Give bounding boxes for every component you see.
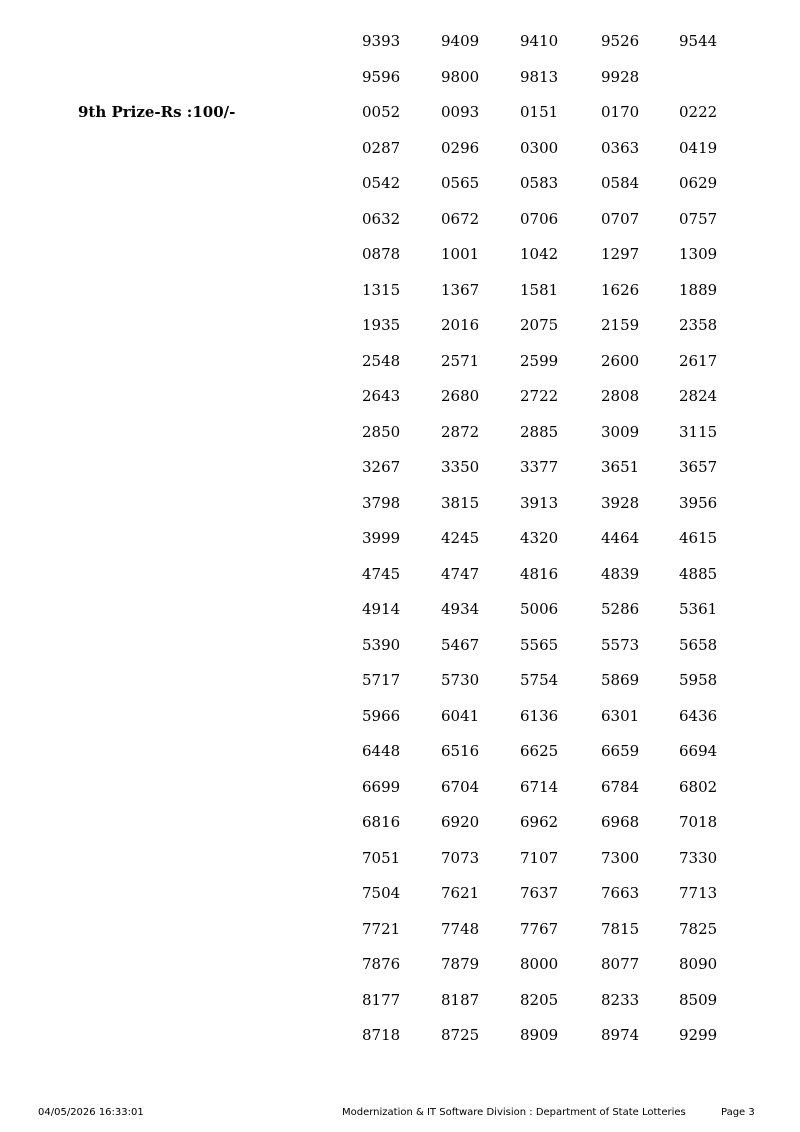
ticket-number: 2016 — [441, 316, 480, 334]
ticket-number: 1626 — [601, 280, 640, 299]
ticket-number: 7825 — [679, 919, 718, 938]
ticket-number: 6962 — [520, 813, 559, 831]
ticket-number: 5717 — [362, 671, 401, 689]
number-row — [0, 278, 800, 302]
ticket-number: 0542 — [362, 174, 401, 192]
number-row — [0, 349, 800, 373]
ticket-number: 0707 — [601, 209, 640, 228]
number-row — [0, 739, 800, 763]
number-row — [0, 633, 800, 657]
ticket-number: 0300 — [520, 138, 559, 157]
ticket-number: 5467 — [441, 635, 480, 654]
ticket-number: 9409 — [441, 32, 480, 50]
ticket-number: 8974 — [601, 1026, 640, 1044]
ticket-number: 1889 — [679, 280, 718, 299]
ticket-number: 6699 — [362, 777, 401, 796]
ticket-number: 2599 — [520, 351, 559, 370]
ticket-number: 9299 — [679, 1026, 718, 1044]
ticket-number: 8909 — [520, 1026, 559, 1044]
ticket-number: 5573 — [601, 635, 640, 654]
ticket-number: 3377 — [520, 458, 559, 476]
number-row — [0, 491, 800, 515]
ticket-number: 3956 — [679, 493, 718, 512]
number-row — [0, 1023, 800, 1047]
ticket-number: 8077 — [601, 955, 640, 973]
number-row — [0, 100, 800, 124]
ticket-number: 1297 — [601, 245, 640, 263]
ticket-number: 6968 — [601, 813, 640, 831]
ticket-number: 3999 — [362, 529, 401, 547]
number-row — [0, 562, 800, 586]
ticket-number: 4615 — [679, 529, 718, 547]
ticket-number: 2808 — [601, 387, 640, 405]
ticket-number: 9800 — [441, 67, 480, 86]
ticket-number: 5286 — [601, 600, 640, 618]
ticket-number: 5730 — [441, 671, 480, 689]
ticket-number: 9596 — [362, 67, 401, 86]
ticket-number: 0757 — [679, 209, 718, 228]
ticket-number: 6920 — [441, 813, 480, 831]
ticket-number: 4747 — [441, 564, 480, 583]
ticket-number: 2680 — [441, 387, 480, 405]
ticket-number: 7876 — [362, 955, 401, 973]
number-row — [0, 988, 800, 1012]
ticket-number: 2872 — [441, 422, 480, 441]
ticket-number: 9544 — [679, 32, 718, 50]
ticket-number: 6625 — [520, 742, 559, 760]
ticket-number: 0296 — [441, 138, 480, 157]
ticket-number: 3928 — [601, 493, 640, 512]
ticket-number: 2885 — [520, 422, 559, 441]
number-row — [0, 952, 800, 976]
ticket-number: 0363 — [601, 138, 640, 157]
footer-page-number: Page 3 — [721, 1107, 755, 1118]
ticket-number: 9813 — [520, 67, 559, 86]
number-row — [0, 242, 800, 266]
ticket-number: 5958 — [679, 671, 718, 689]
ticket-number: 4245 — [441, 529, 480, 547]
ticket-number: 4885 — [679, 564, 718, 583]
number-row — [0, 846, 800, 870]
footer-timestamp: 04/05/2026 16:33:01 — [38, 1107, 144, 1118]
ticket-number: 8509 — [679, 990, 718, 1009]
number-row — [0, 526, 800, 550]
ticket-number: 7815 — [601, 919, 640, 938]
number-row — [0, 775, 800, 799]
ticket-number: 2824 — [679, 387, 718, 405]
ticket-number: 2159 — [601, 316, 640, 334]
ticket-number: 2850 — [362, 422, 401, 441]
ticket-number: 3815 — [441, 493, 480, 512]
number-row — [0, 917, 800, 941]
ticket-number: 7748 — [441, 919, 480, 938]
ticket-number: 1309 — [679, 245, 718, 263]
ticket-number: 4745 — [362, 564, 401, 583]
number-row — [0, 420, 800, 444]
ticket-number: 8090 — [679, 955, 718, 973]
ticket-number: 5390 — [362, 635, 401, 654]
ticket-number: 1315 — [362, 280, 401, 299]
ticket-number: 1581 — [520, 280, 559, 299]
ticket-number: 0629 — [679, 174, 718, 192]
ticket-number: 3798 — [362, 493, 401, 512]
number-row — [0, 881, 800, 905]
ticket-number: 8177 — [362, 990, 401, 1009]
ticket-number: 0584 — [601, 174, 640, 192]
ticket-number: 7504 — [362, 884, 401, 902]
ticket-number: 8718 — [362, 1026, 401, 1044]
ticket-number: 7018 — [679, 813, 718, 831]
ticket-number: 6714 — [520, 777, 559, 796]
ticket-number: 5754 — [520, 671, 559, 689]
ticket-number: 6041 — [441, 706, 480, 725]
ticket-number: 2617 — [679, 351, 718, 370]
ticket-number: 0419 — [679, 138, 718, 157]
ticket-number: 0151 — [520, 103, 559, 121]
ticket-number: 6802 — [679, 777, 718, 796]
ticket-number: 6816 — [362, 813, 401, 831]
ticket-number: 4320 — [520, 529, 559, 547]
ticket-number: 0287 — [362, 138, 401, 157]
ticket-number: 4464 — [601, 529, 640, 547]
ticket-number: 8233 — [601, 990, 640, 1009]
ticket-number: 0632 — [362, 209, 401, 228]
number-row — [0, 29, 800, 53]
ticket-number: 7879 — [441, 955, 480, 973]
number-row — [0, 597, 800, 621]
ticket-number: 4839 — [601, 564, 640, 583]
ticket-number: 8205 — [520, 990, 559, 1009]
ticket-number: 3350 — [441, 458, 480, 476]
ticket-number: 7073 — [441, 848, 480, 867]
ticket-number: 9410 — [520, 32, 559, 50]
ticket-number: 6704 — [441, 777, 480, 796]
ticket-number: 5565 — [520, 635, 559, 654]
ticket-number: 2548 — [362, 351, 401, 370]
ticket-number: 2571 — [441, 351, 480, 370]
ticket-number: 2358 — [679, 316, 718, 334]
number-row — [0, 810, 800, 834]
ticket-number: 2075 — [520, 316, 559, 334]
ticket-number: 3913 — [520, 493, 559, 512]
ticket-number: 7663 — [601, 884, 640, 902]
number-row — [0, 207, 800, 231]
ticket-number: 5658 — [679, 635, 718, 654]
ticket-number: 9393 — [362, 32, 401, 50]
ticket-number: 9928 — [601, 67, 640, 86]
ticket-number: 6436 — [679, 706, 718, 725]
ticket-number: 7300 — [601, 848, 640, 867]
ticket-number: 1935 — [362, 316, 401, 334]
ticket-number: 5361 — [679, 600, 718, 618]
ticket-number: 7051 — [362, 848, 401, 867]
ticket-number: 7621 — [441, 884, 480, 902]
ticket-number: 2643 — [362, 387, 401, 405]
ticket-number: 0583 — [520, 174, 559, 192]
ticket-number: 0565 — [441, 174, 480, 192]
ticket-number: 7713 — [679, 884, 718, 902]
ticket-number: 6516 — [441, 742, 480, 760]
ticket-number: 3267 — [362, 458, 401, 476]
ticket-number: 3657 — [679, 458, 718, 476]
ticket-number: 0672 — [441, 209, 480, 228]
ticket-number: 3651 — [601, 458, 640, 476]
ticket-number: 8187 — [441, 990, 480, 1009]
footer-organization: Modernization & IT Software Division : Department of State Lotteries — [342, 1107, 686, 1118]
ticket-number: 5966 — [362, 706, 401, 725]
number-row — [0, 171, 800, 195]
ticket-number: 6136 — [520, 706, 559, 725]
ticket-number: 5869 — [601, 671, 640, 689]
ticket-number: 6448 — [362, 742, 401, 760]
number-row — [0, 668, 800, 692]
ticket-number: 0170 — [601, 103, 640, 121]
number-row — [0, 384, 800, 408]
ticket-number: 8000 — [520, 955, 559, 973]
ticket-number: 6659 — [601, 742, 640, 760]
ticket-number: 7721 — [362, 919, 401, 938]
ticket-number: 0878 — [362, 245, 401, 263]
ticket-number: 7767 — [520, 919, 559, 938]
ticket-number: 3115 — [679, 422, 718, 441]
ticket-number: 8725 — [441, 1026, 480, 1044]
ticket-number: 6301 — [601, 706, 640, 725]
ticket-number: 6694 — [679, 742, 718, 760]
page-footer — [0, 1105, 800, 1121]
ticket-number: 0222 — [679, 103, 718, 121]
ticket-number: 7330 — [679, 848, 718, 867]
ticket-number: 3009 — [601, 422, 640, 441]
ticket-number: 0052 — [362, 103, 401, 121]
ticket-number: 4934 — [441, 600, 480, 618]
ticket-number: 9526 — [601, 32, 640, 50]
ticket-number: 4914 — [362, 600, 401, 618]
ticket-number: 2600 — [601, 351, 640, 370]
ticket-number: 7637 — [520, 884, 559, 902]
number-row — [0, 65, 800, 89]
ticket-number: 1001 — [441, 245, 480, 263]
number-row — [0, 704, 800, 728]
ticket-number: 2722 — [520, 387, 559, 405]
number-row — [0, 455, 800, 479]
ticket-number: 1367 — [441, 280, 480, 299]
ticket-number: 6784 — [601, 777, 640, 796]
ticket-number: 1042 — [520, 245, 559, 263]
ticket-number: 0706 — [520, 209, 559, 228]
number-row — [0, 136, 800, 160]
ticket-number: 5006 — [520, 600, 559, 618]
ticket-number: 4816 — [520, 564, 559, 583]
ticket-number: 7107 — [520, 848, 559, 867]
ticket-number: 0093 — [441, 103, 480, 121]
number-row — [0, 313, 800, 337]
prize-label: 9th Prize-Rs :100/- — [78, 103, 236, 121]
